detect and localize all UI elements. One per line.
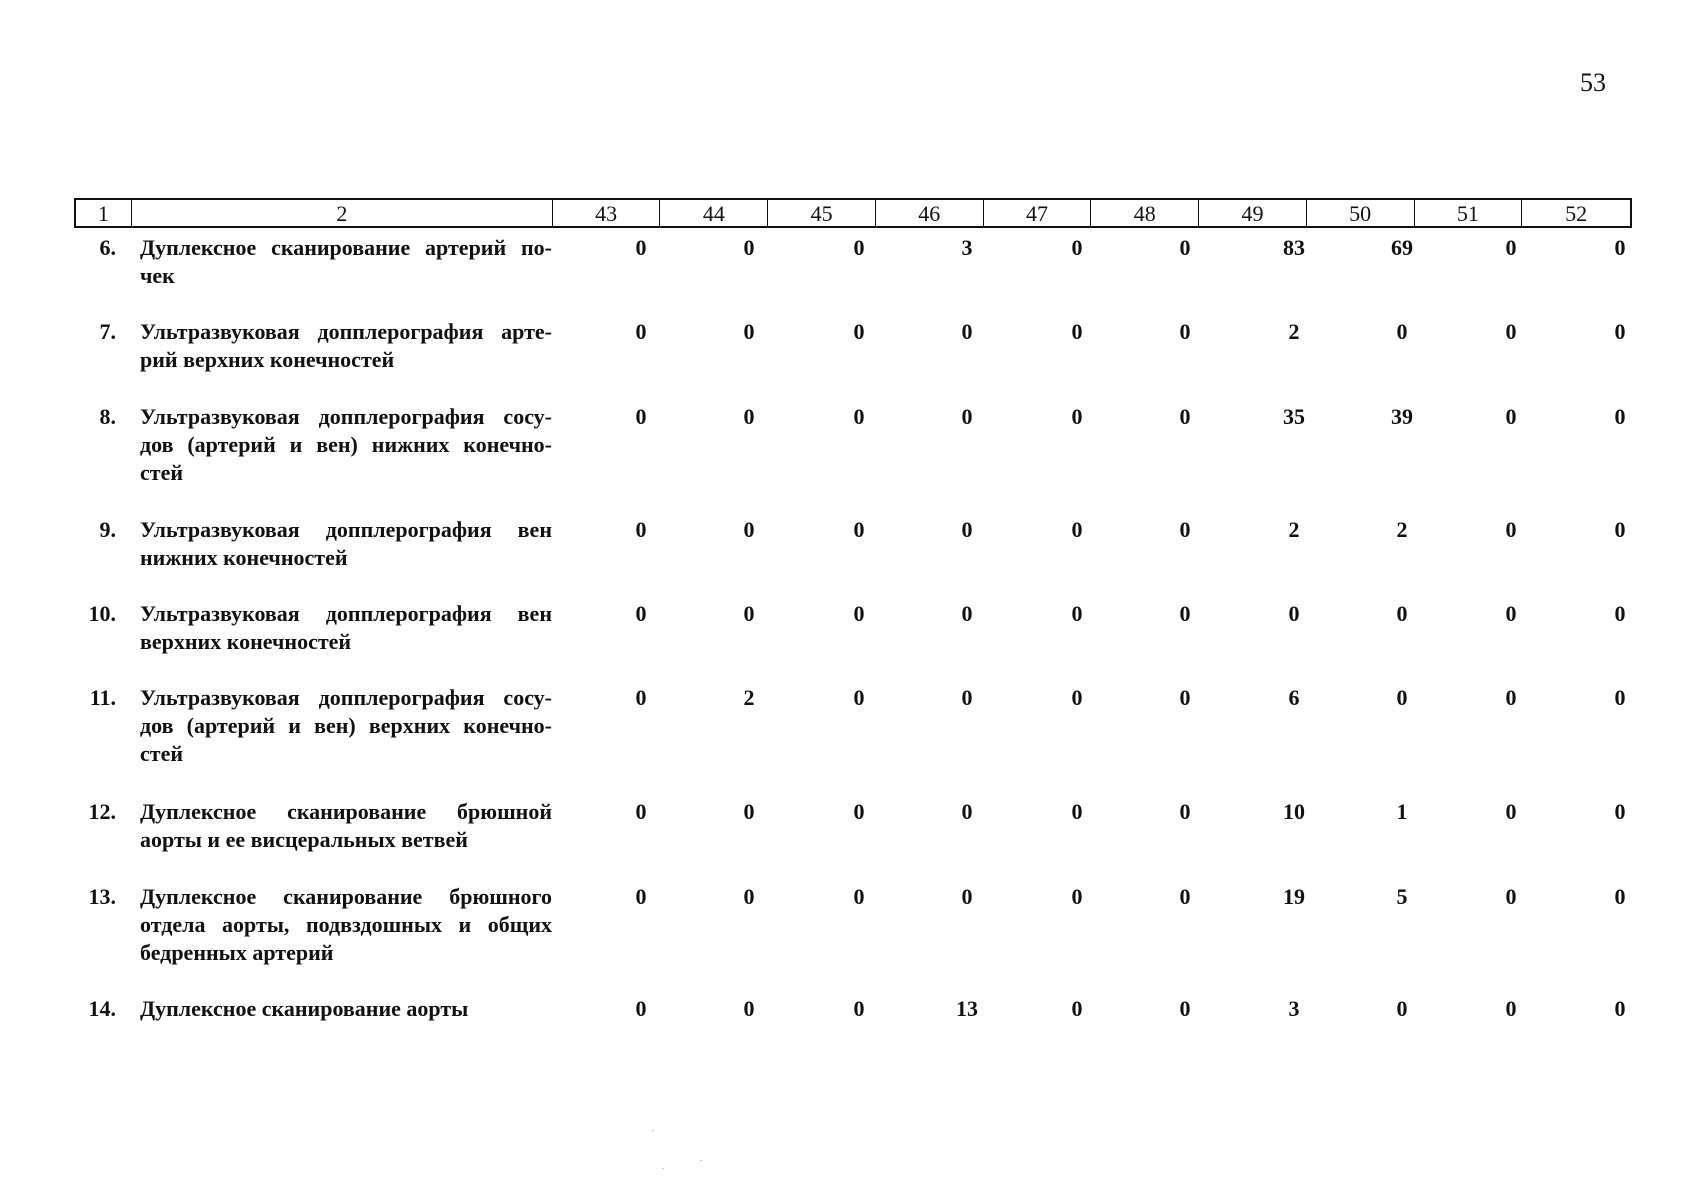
row-value: 0	[1505, 884, 1517, 909]
row-value: 69	[1391, 235, 1413, 260]
header-cell: 47	[984, 200, 1092, 226]
row-value: 0	[635, 799, 647, 824]
row-value: 3	[1288, 996, 1300, 1021]
row-value: 0	[1614, 884, 1626, 909]
scan-speck	[662, 1168, 664, 1169]
row-value: 0	[1071, 884, 1083, 909]
description-line: Ультразвуковая допплерография арте-	[140, 319, 552, 344]
row-value: 0	[635, 996, 647, 1021]
row-value: 13	[956, 996, 978, 1021]
description-line: Ультразвуковая допплерография сосу-	[140, 404, 552, 429]
row-value: 0	[961, 884, 973, 909]
row-value: 0	[853, 517, 865, 542]
row-value: 83	[1283, 235, 1305, 260]
row-value: 0	[1071, 319, 1083, 344]
row-value: 0	[1071, 517, 1083, 542]
row-number: 11.	[89, 685, 116, 710]
description-line: чек	[140, 263, 175, 288]
row-value: 0	[1614, 996, 1626, 1021]
description-line: дов (артерий и вен) верхних конечно-	[140, 713, 552, 738]
scan-speck	[700, 1160, 702, 1161]
row-value: 1	[1396, 799, 1408, 824]
row-value: 0	[1396, 601, 1408, 626]
row-value: 0	[1614, 319, 1626, 344]
description-line: Дуплексное сканирование артерий по-	[140, 235, 552, 260]
description-line: нижних конечностей	[140, 545, 348, 570]
row-value: 0	[635, 235, 647, 260]
row-description	[140, 600, 552, 656]
row-value: 0	[1614, 685, 1626, 710]
row-value: 0	[1179, 601, 1191, 626]
row-value: 2	[1288, 517, 1300, 542]
data-table	[74, 198, 1632, 1021]
row-value: 0	[1505, 799, 1517, 824]
row-value: 0	[961, 517, 973, 542]
row-value: 0	[1505, 685, 1517, 710]
description-line: Ультразвуковая допплерография сосу-	[140, 685, 552, 710]
row-description	[140, 883, 552, 967]
description-line: аорты и ее висцеральных ветвей	[140, 827, 468, 852]
row-value: 0	[1179, 517, 1191, 542]
row-value: 0	[635, 319, 647, 344]
header-cell: 51	[1415, 200, 1523, 226]
row-value: 0	[1071, 685, 1083, 710]
row-value: 19	[1283, 884, 1305, 909]
row-value: 0	[1396, 685, 1408, 710]
row-value: 0	[1614, 601, 1626, 626]
table-header-row	[74, 198, 1632, 228]
row-value: 0	[853, 996, 865, 1021]
description-line: дов (артерий и вен) нижних конечно-	[140, 432, 552, 457]
row-value: 0	[1179, 404, 1191, 429]
description-line: стей	[140, 460, 184, 485]
header-cell: 44	[660, 200, 768, 226]
row-value: 5	[1396, 884, 1408, 909]
row-description	[140, 798, 552, 854]
page-number: 53	[1580, 68, 1606, 97]
row-value: 39	[1391, 404, 1413, 429]
header-cell: 45	[768, 200, 876, 226]
row-value: 0	[743, 799, 755, 824]
header-cell: 1	[76, 200, 132, 226]
row-value: 0	[853, 404, 865, 429]
row-value: 0	[1505, 996, 1517, 1021]
row-value: 0	[1071, 601, 1083, 626]
row-value: 0	[1505, 601, 1517, 626]
row-description	[140, 234, 552, 290]
row-value: 0	[1505, 404, 1517, 429]
row-value: 0	[1071, 996, 1083, 1021]
description-line: рий верхних конечностей	[140, 347, 395, 372]
description-line: Дуплексное сканирование аорты	[140, 996, 469, 1021]
row-value: 0	[1614, 799, 1626, 824]
row-value: 0	[743, 517, 755, 542]
row-value: 35	[1283, 404, 1305, 429]
row-value: 0	[1505, 319, 1517, 344]
row-number: 14.	[88, 996, 116, 1021]
row-number: 12.	[88, 799, 116, 824]
description-line: стей	[140, 741, 184, 766]
row-value: 0	[1505, 235, 1517, 260]
description-line: отдела аорты, подвздошных и общих	[140, 912, 552, 937]
row-value: 10	[1283, 799, 1305, 824]
row-value: 0	[1614, 235, 1626, 260]
row-number: 9.	[99, 517, 116, 542]
row-value: 0	[961, 601, 973, 626]
description-line: Дуплексное сканирование брюшной	[140, 799, 552, 824]
row-value: 0	[1179, 235, 1191, 260]
row-value: 0	[961, 685, 973, 710]
row-value: 0	[635, 884, 647, 909]
row-value: 0	[743, 235, 755, 260]
row-value: 0	[1071, 404, 1083, 429]
row-value: 3	[961, 235, 973, 260]
row-value: 0	[853, 685, 865, 710]
row-value: 2	[1288, 319, 1300, 344]
row-value: 0	[1179, 799, 1191, 824]
row-number: 7.	[99, 319, 116, 344]
row-value: 0	[743, 319, 755, 344]
row-value: 0	[961, 404, 973, 429]
row-value: 0	[635, 601, 647, 626]
row-value: 2	[1396, 517, 1408, 542]
row-description	[140, 684, 552, 768]
row-value: 0	[743, 996, 755, 1021]
row-value: 0	[635, 404, 647, 429]
row-value: 0	[853, 601, 865, 626]
row-value: 0	[1614, 404, 1626, 429]
row-value: 0	[1614, 517, 1626, 542]
description-line: Ультразвуковая допплерография вен	[140, 601, 552, 626]
row-value: 0	[1179, 319, 1191, 344]
row-value: 0	[1179, 996, 1191, 1021]
description-line: бедренных артерий	[140, 940, 334, 965]
row-value: 0	[961, 799, 973, 824]
row-value: 0	[961, 319, 973, 344]
header-cell: 52	[1565, 201, 1588, 226]
row-description	[140, 318, 552, 374]
row-number: 10.	[88, 601, 116, 626]
row-value: 0	[743, 884, 755, 909]
header-cell: 50	[1307, 200, 1415, 226]
header-cell: 2	[132, 200, 553, 226]
row-value: 0	[853, 235, 865, 260]
row-value: 6	[1288, 685, 1300, 710]
row-value: 0	[853, 799, 865, 824]
header-cell: 48	[1091, 200, 1199, 226]
row-value: 0	[1071, 235, 1083, 260]
description-line: Дуплексное сканирование брюшного	[140, 884, 552, 909]
row-number: 6.	[99, 235, 116, 260]
description-line: верхних конечностей	[140, 629, 352, 654]
row-value: 0	[743, 601, 755, 626]
row-value: 0	[635, 517, 647, 542]
row-value: 0	[1288, 601, 1300, 626]
row-value: 0	[1396, 996, 1408, 1021]
header-cell: 43	[553, 200, 661, 226]
row-value: 0	[1396, 319, 1408, 344]
header-cell: 46	[876, 200, 984, 226]
row-number: 8.	[99, 404, 116, 429]
row-value: 2	[743, 685, 755, 710]
row-value: 0	[853, 319, 865, 344]
header-cell: 49	[1199, 200, 1307, 226]
row-number: 13.	[88, 884, 116, 909]
row-value: 0	[635, 685, 647, 710]
row-description	[140, 403, 552, 487]
row-description	[140, 995, 552, 1023]
row-value: 0	[853, 884, 865, 909]
row-value: 0	[1179, 685, 1191, 710]
row-value: 0	[1071, 799, 1083, 824]
description-line: Ультразвуковая допплерография вен	[140, 517, 552, 542]
row-description	[140, 516, 552, 572]
scan-speck	[652, 1130, 654, 1131]
row-value: 0	[743, 404, 755, 429]
row-value: 0	[1505, 517, 1517, 542]
row-value: 0	[1179, 884, 1191, 909]
